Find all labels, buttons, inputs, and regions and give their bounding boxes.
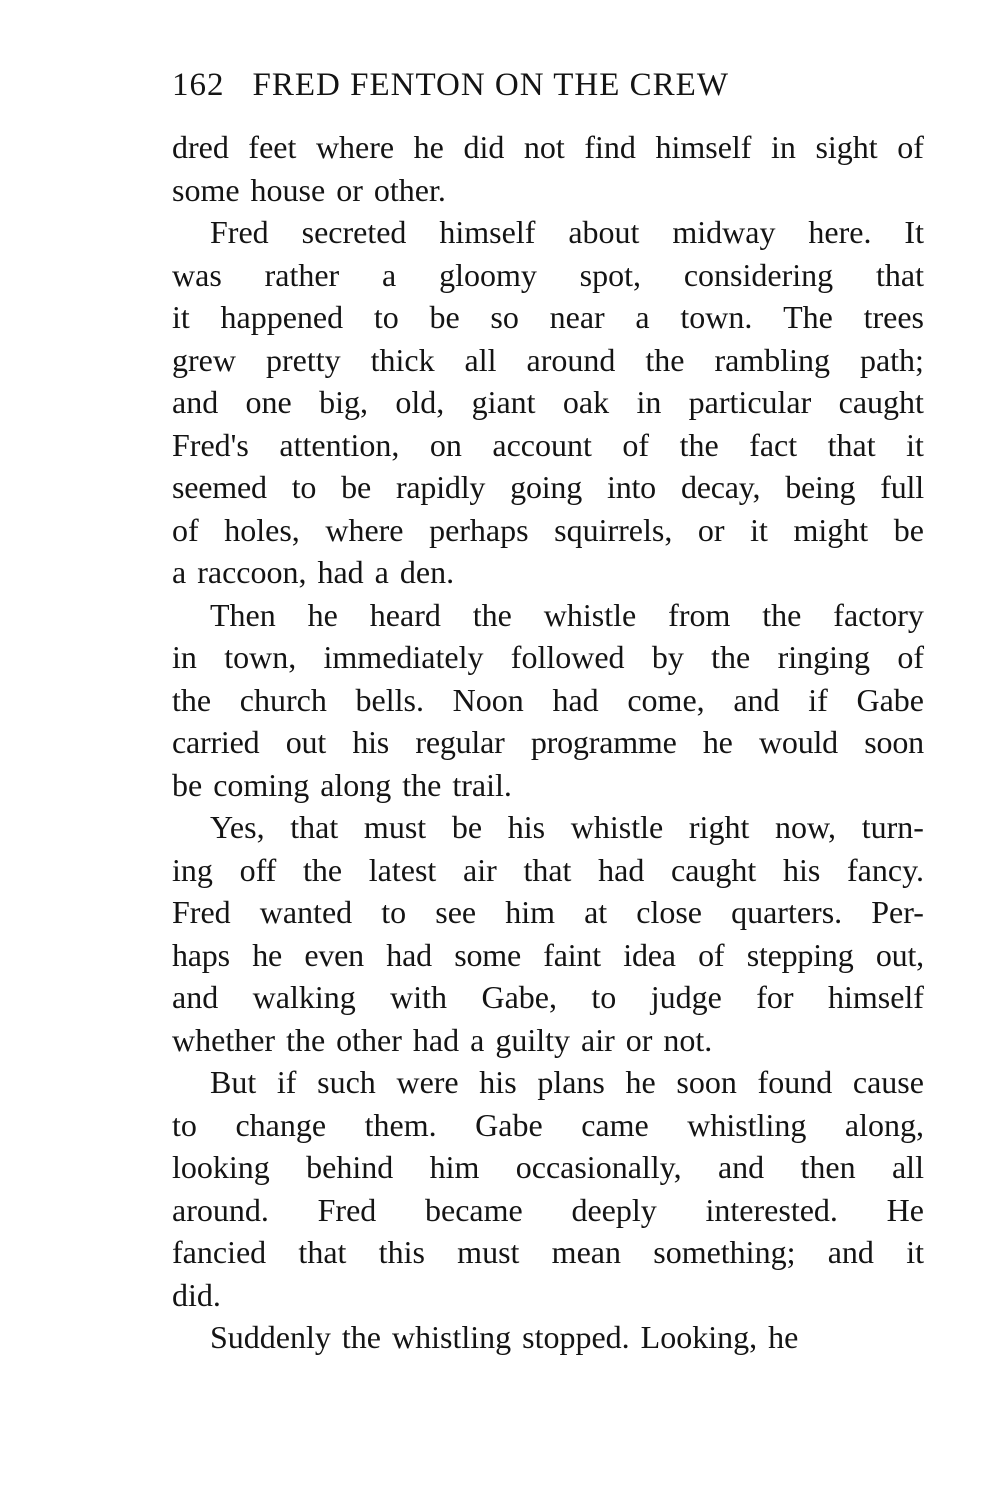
text-line: it happened to be so near a town. The trees [172, 299, 924, 335]
text-line: Fred wanted to see him at close quarters. Per- [172, 894, 924, 930]
running-title: FRED FENTON ON THE CREW [252, 67, 729, 103]
body-text [172, 126, 924, 1359]
text-line: haps he even had some faint idea of stepping out, [172, 936, 924, 973]
text-line: the church bells. Noon had come, and if Gabe [172, 681, 924, 718]
text-line: Suddenly the whistling stopped. Looking, he [210, 1319, 799, 1355]
text-line: carried out his regular programme he would soon [172, 724, 924, 760]
text-line: in town, immediately followed by the ringing of [172, 639, 924, 675]
text-line: seemed to be rapidly going into decay, being full [172, 469, 924, 505]
text-line: looking behind him occasionally, and then all [172, 1149, 924, 1185]
text-line: grew pretty thick all around the rambling path; [172, 341, 924, 378]
page-number: 162 [172, 67, 225, 103]
text-line: some house or other. [172, 171, 446, 208]
text-line: ing off the latest air that had caught his fancy. [172, 851, 924, 888]
text-line: to change them. Gabe came whistling along, [172, 1106, 924, 1143]
text-line: But if such were his plans he soon found cause [210, 1064, 924, 1100]
running-head [172, 62, 932, 108]
text-line: of holes, where perhaps squirrels, or it might be [172, 511, 924, 548]
text-line: be coming along the trail. [172, 766, 512, 803]
text-line: fancied that this must mean something; and it [172, 1234, 924, 1270]
text-line: Yes, that must be his whistle right now, turn- [210, 809, 924, 845]
text-line: was rather a gloomy spot, considering that [172, 256, 924, 293]
text-line: dred feet where he did not find himself in sight of [172, 129, 924, 165]
text-line: a raccoon, had a den. [172, 554, 455, 590]
text-line: whether the other had a guilty air or not. [172, 1021, 713, 1058]
text-line: around. Fred became deeply interested. He [172, 1191, 924, 1228]
text-line: Fred secreted himself about midway here. It [210, 214, 924, 250]
text-line: Fred's attention, on account of the fact that it [172, 426, 924, 463]
text-line: Then he heard the whistle from the factory [210, 596, 924, 633]
text-line: and one big, old, giant oak in particular caught [172, 384, 924, 420]
text-line: did. [172, 1276, 221, 1313]
text-line: and walking with Gabe, to judge for himself [172, 979, 924, 1015]
